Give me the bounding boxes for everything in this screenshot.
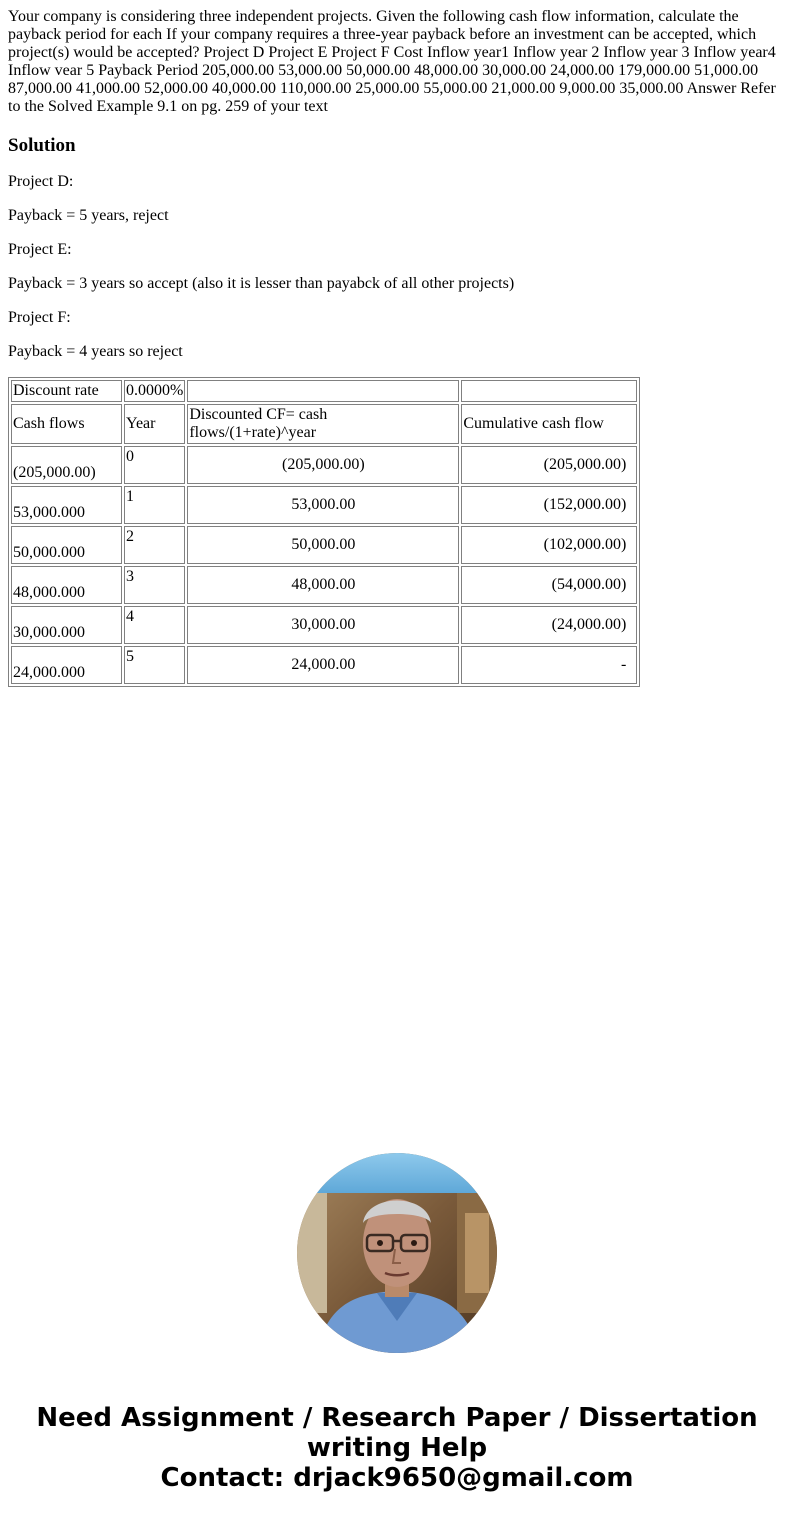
discounted-cf-cell: 24,000.00 bbox=[187, 646, 459, 684]
project-f-label: Project F: bbox=[8, 309, 71, 326]
cumulative-cell: (152,000.00) bbox=[461, 486, 637, 524]
project-d-payback: Payback = 5 years, reject bbox=[8, 207, 169, 224]
table-row bbox=[11, 446, 637, 484]
document-body bbox=[8, 8, 786, 687]
table-row bbox=[11, 486, 637, 524]
empty-cell bbox=[461, 380, 637, 402]
cash-flow-cell: 24,000.000 bbox=[11, 646, 122, 684]
solution-heading: Solution bbox=[8, 135, 76, 156]
cash-flow-cell: 48,000.000 bbox=[11, 566, 122, 604]
discounted-cf-cell: 53,000.00 bbox=[187, 486, 459, 524]
discount-rate-value: 0.0000% bbox=[124, 380, 185, 402]
year-cell: 3 bbox=[124, 566, 185, 604]
cumulative-cell: - bbox=[461, 646, 637, 684]
table-row bbox=[11, 566, 637, 604]
cumulative-cell: (102,000.00) bbox=[461, 526, 637, 564]
author-photo-icon bbox=[297, 1153, 497, 1353]
table-row bbox=[11, 526, 637, 564]
discounted-cf-cell: 30,000.00 bbox=[187, 606, 459, 644]
discount-rate-row bbox=[11, 380, 637, 402]
cumulative-cell: (54,000.00) bbox=[461, 566, 637, 604]
discounted-cf-cell: (205,000.00) bbox=[187, 446, 459, 484]
cash-flow-table bbox=[8, 377, 640, 687]
author-avatar bbox=[297, 1153, 497, 1353]
cash-flow-cell: 53,000.000 bbox=[11, 486, 122, 524]
discount-rate-label: Discount rate bbox=[11, 380, 122, 402]
year-cell: 1 bbox=[124, 486, 185, 524]
cash-flow-cell: 50,000.000 bbox=[11, 526, 122, 564]
cash-flow-cell: 30,000.000 bbox=[11, 606, 122, 644]
project-e-label: Project E: bbox=[8, 241, 72, 258]
discounted-cf-cell: 50,000.00 bbox=[187, 526, 459, 564]
year-cell: 5 bbox=[124, 646, 185, 684]
header-cumulative: Cumulative cash flow bbox=[461, 404, 637, 444]
cumulative-cell: (24,000.00) bbox=[461, 606, 637, 644]
question-text: Your company is considering three independent projects. Given the following cash flow information, calculate the payback period for each If your company requires a three-year payback before an investment can be accepted, which project(s) would be accepted? Project D Project E Project F Cost Inflow year1 Inflow year 2 Inflow year 3 Inflow year4 Inflow vear 5 Payback Period 205,000.00 53,000.00 50,000.00 48,000.00 30,000.00 24,000.00 179,000.00 51,000.00 87,000.00 41,000.00 52,000.00 40,000.00 110,000.00 25,000.00 55,000.00 21,000.00 9,000.00 35,000.00 Answer Refer to the Solved Example 9.1 on pg. 259 of your text bbox=[8, 8, 776, 115]
header-discounted-cf: Discounted CF= cash flows/(1+rate)^year bbox=[187, 404, 459, 444]
project-e-payback: Payback = 3 years so accept (also it is lesser than payabck of all other projects) bbox=[8, 275, 515, 292]
header-row bbox=[11, 404, 637, 444]
footer-line-1: Need Assignment / Research Paper / Dissertation bbox=[36, 1403, 758, 1433]
project-f-payback: Payback = 4 years so reject bbox=[8, 343, 183, 360]
year-cell: 0 bbox=[124, 446, 185, 484]
table-row bbox=[11, 646, 637, 684]
footer-line-2: writing Help bbox=[306, 1433, 488, 1463]
empty-cell bbox=[187, 380, 459, 402]
discounted-cf-cell: 48,000.00 bbox=[187, 566, 459, 604]
cumulative-cell: (205,000.00) bbox=[461, 446, 637, 484]
header-cash-flows: Cash flows bbox=[11, 404, 122, 444]
table-row bbox=[11, 606, 637, 644]
header-year: Year bbox=[124, 404, 185, 444]
year-cell: 2 bbox=[124, 526, 185, 564]
footer-contact: Contact: drjack9650@gmail.com bbox=[160, 1463, 634, 1493]
promo-footer bbox=[0, 1403, 794, 1493]
cash-flow-cell: (205,000.00) bbox=[11, 446, 122, 484]
year-cell: 4 bbox=[124, 606, 185, 644]
project-d-label: Project D: bbox=[8, 173, 74, 190]
